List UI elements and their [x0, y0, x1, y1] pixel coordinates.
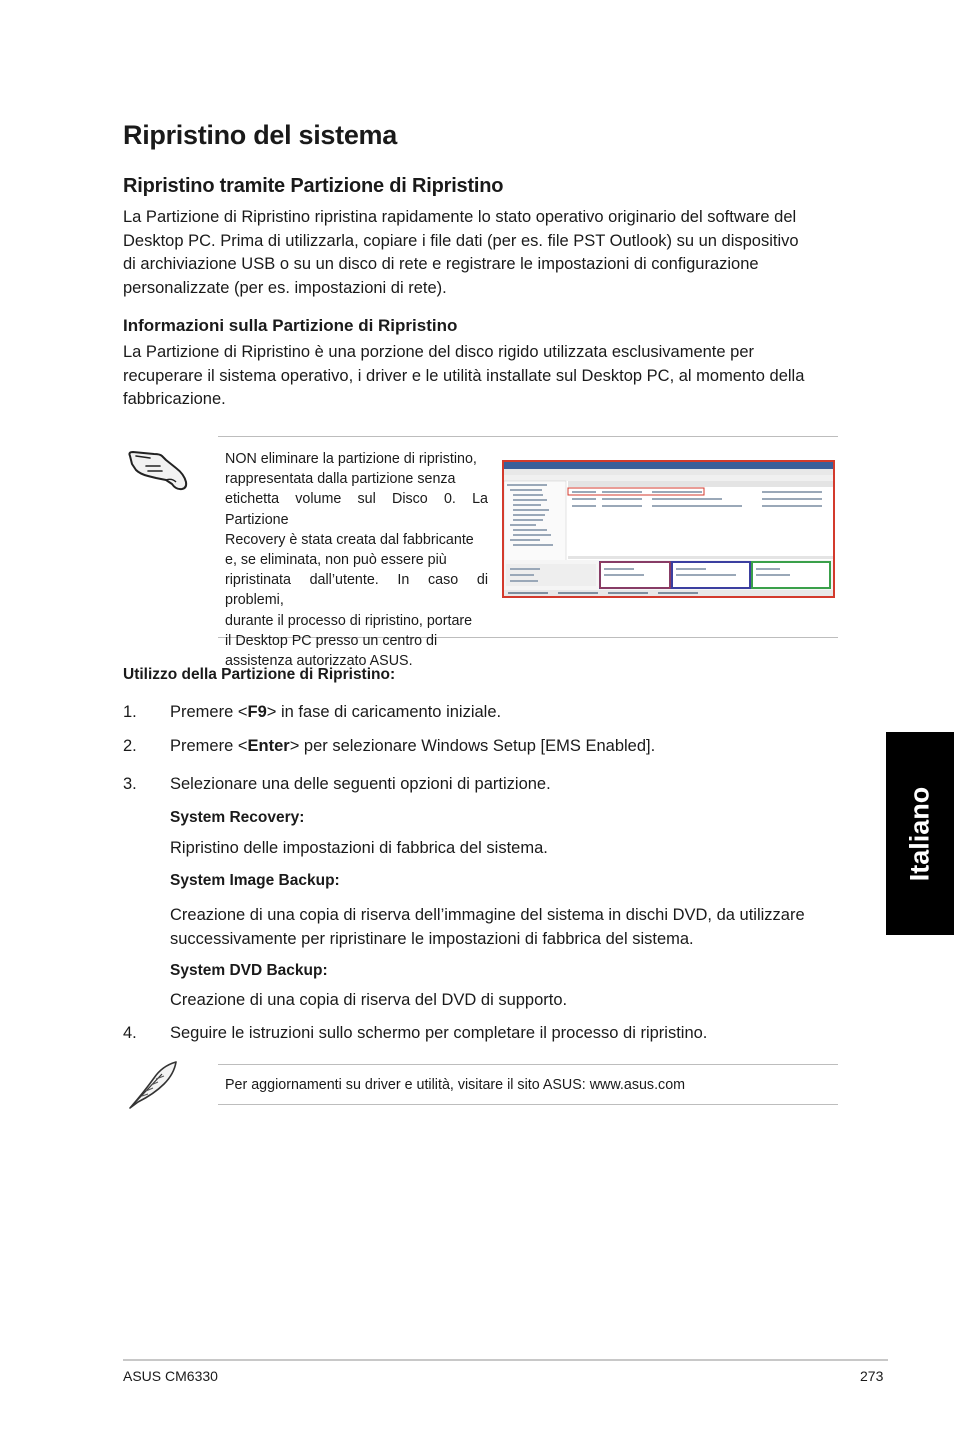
note-line: NON eliminare la partizione di ripristino,	[225, 451, 477, 467]
note-line: e, se eliminata, non può essere più	[225, 552, 447, 569]
section-title: Ripristino tramite Partizione di Ripristino	[123, 175, 504, 197]
option-desc	[170, 904, 850, 951]
note-line: ripristinata dall’utente. In caso di problemi,	[225, 572, 488, 609]
side-tab-label: Italiano	[904, 786, 935, 881]
info-line: recuperare il sistema operativo, i driver e le utilità installate sul Desktop PC, al momento della	[123, 366, 805, 385]
note-top-rule	[218, 436, 838, 437]
step-number: 3.	[123, 775, 137, 793]
step-4-text: Seguire le istruzioni sullo schermo per completare il processo di ripristino.	[170, 1024, 708, 1042]
info-line: fabbricazione.	[123, 390, 226, 408]
disk-management-screenshot	[502, 460, 835, 598]
intro-line: Desktop PC. Prima di utilizzarla, copiare i file dati (per es. file PST Outlook) su un dispositivo	[123, 231, 799, 250]
tip-note: Per aggiornamenti su driver e utilità, visitare il sito ASUS: www.asus.com	[225, 1077, 686, 1093]
footer-model: ASUS CM6330	[123, 1368, 218, 1384]
step-text-post: > in fase di caricamento iniziale.	[266, 703, 502, 721]
pointing-hand-icon	[126, 444, 190, 492]
language-side-tab	[886, 732, 954, 935]
step-1-text	[170, 703, 501, 722]
step-number: 2.	[123, 737, 137, 755]
step-3-text: Selezionare una delle seguenti opzioni di partizione.	[170, 775, 551, 793]
key-f9: F9	[247, 703, 267, 721]
intro-paragraph	[123, 206, 843, 300]
page-title: Ripristino del sistema	[123, 120, 397, 150]
tip-top-rule	[218, 1064, 838, 1065]
option-label: System Recovery:	[170, 809, 305, 826]
step-2-text	[170, 737, 655, 756]
warning-note	[225, 449, 488, 671]
note-line: Recovery è stata creata dal fabbricante	[225, 531, 474, 548]
page-number: 273	[860, 1368, 884, 1384]
note-line: assistenza autorizzato ASUS.	[225, 653, 413, 670]
feather-pen-icon	[124, 1058, 180, 1114]
step-number: 1.	[123, 703, 137, 721]
usage-title: Utilizzo della Partizione di Ripristino:	[123, 666, 396, 683]
intro-line: La Partizione di Ripristino ripristina rapidamente lo stato operativo originario del software del	[123, 208, 797, 226]
option-desc-line: successivamente per ripristinare le impostazioni di fabbrica del sistema.	[170, 929, 694, 948]
note-line: rappresentata dalla partizione senza	[225, 471, 456, 488]
info-title: Informazioni sulla Partizione di Ripristino	[123, 316, 458, 335]
note-line: durante il processo di ripristino, portare	[225, 612, 473, 629]
key-enter: Enter	[247, 737, 290, 755]
info-line: La Partizione di Ripristino è una porzione del disco rigido utilizzata esclusivamente per	[123, 343, 755, 361]
step-text-post: > per selezionare Windows Setup [EMS Enabled].	[289, 737, 656, 755]
step-text-pre: Premere <	[170, 703, 248, 721]
note-line: etichetta volume sul Disco 0. La Partizione	[225, 491, 488, 528]
intro-line: personalizzate (per es. impostazioni di rete).	[123, 278, 447, 297]
step-number: 4.	[123, 1024, 137, 1042]
option-desc: Creazione di una copia di riserva del DVD di supporto.	[170, 991, 568, 1009]
option-desc: Ripristino delle impostazioni di fabbrica del sistema.	[170, 839, 548, 857]
option-desc-line: Creazione di una copia di riserva dell’immagine del sistema in dischi DVD, da utilizzare	[170, 906, 805, 924]
option-label: System Image Backup:	[170, 872, 340, 889]
footer-rule	[123, 1359, 888, 1361]
step-text-pre: Premere <	[170, 737, 248, 755]
intro-line: di archiviazione USB o su un disco di rete e registrare le impostazioni di configurazione	[123, 255, 759, 273]
option-label: System DVD Backup:	[170, 962, 328, 979]
info-paragraph	[123, 341, 843, 412]
note-line: il Desktop PC presso un centro di	[225, 632, 438, 649]
tip-bottom-rule	[218, 1104, 838, 1105]
